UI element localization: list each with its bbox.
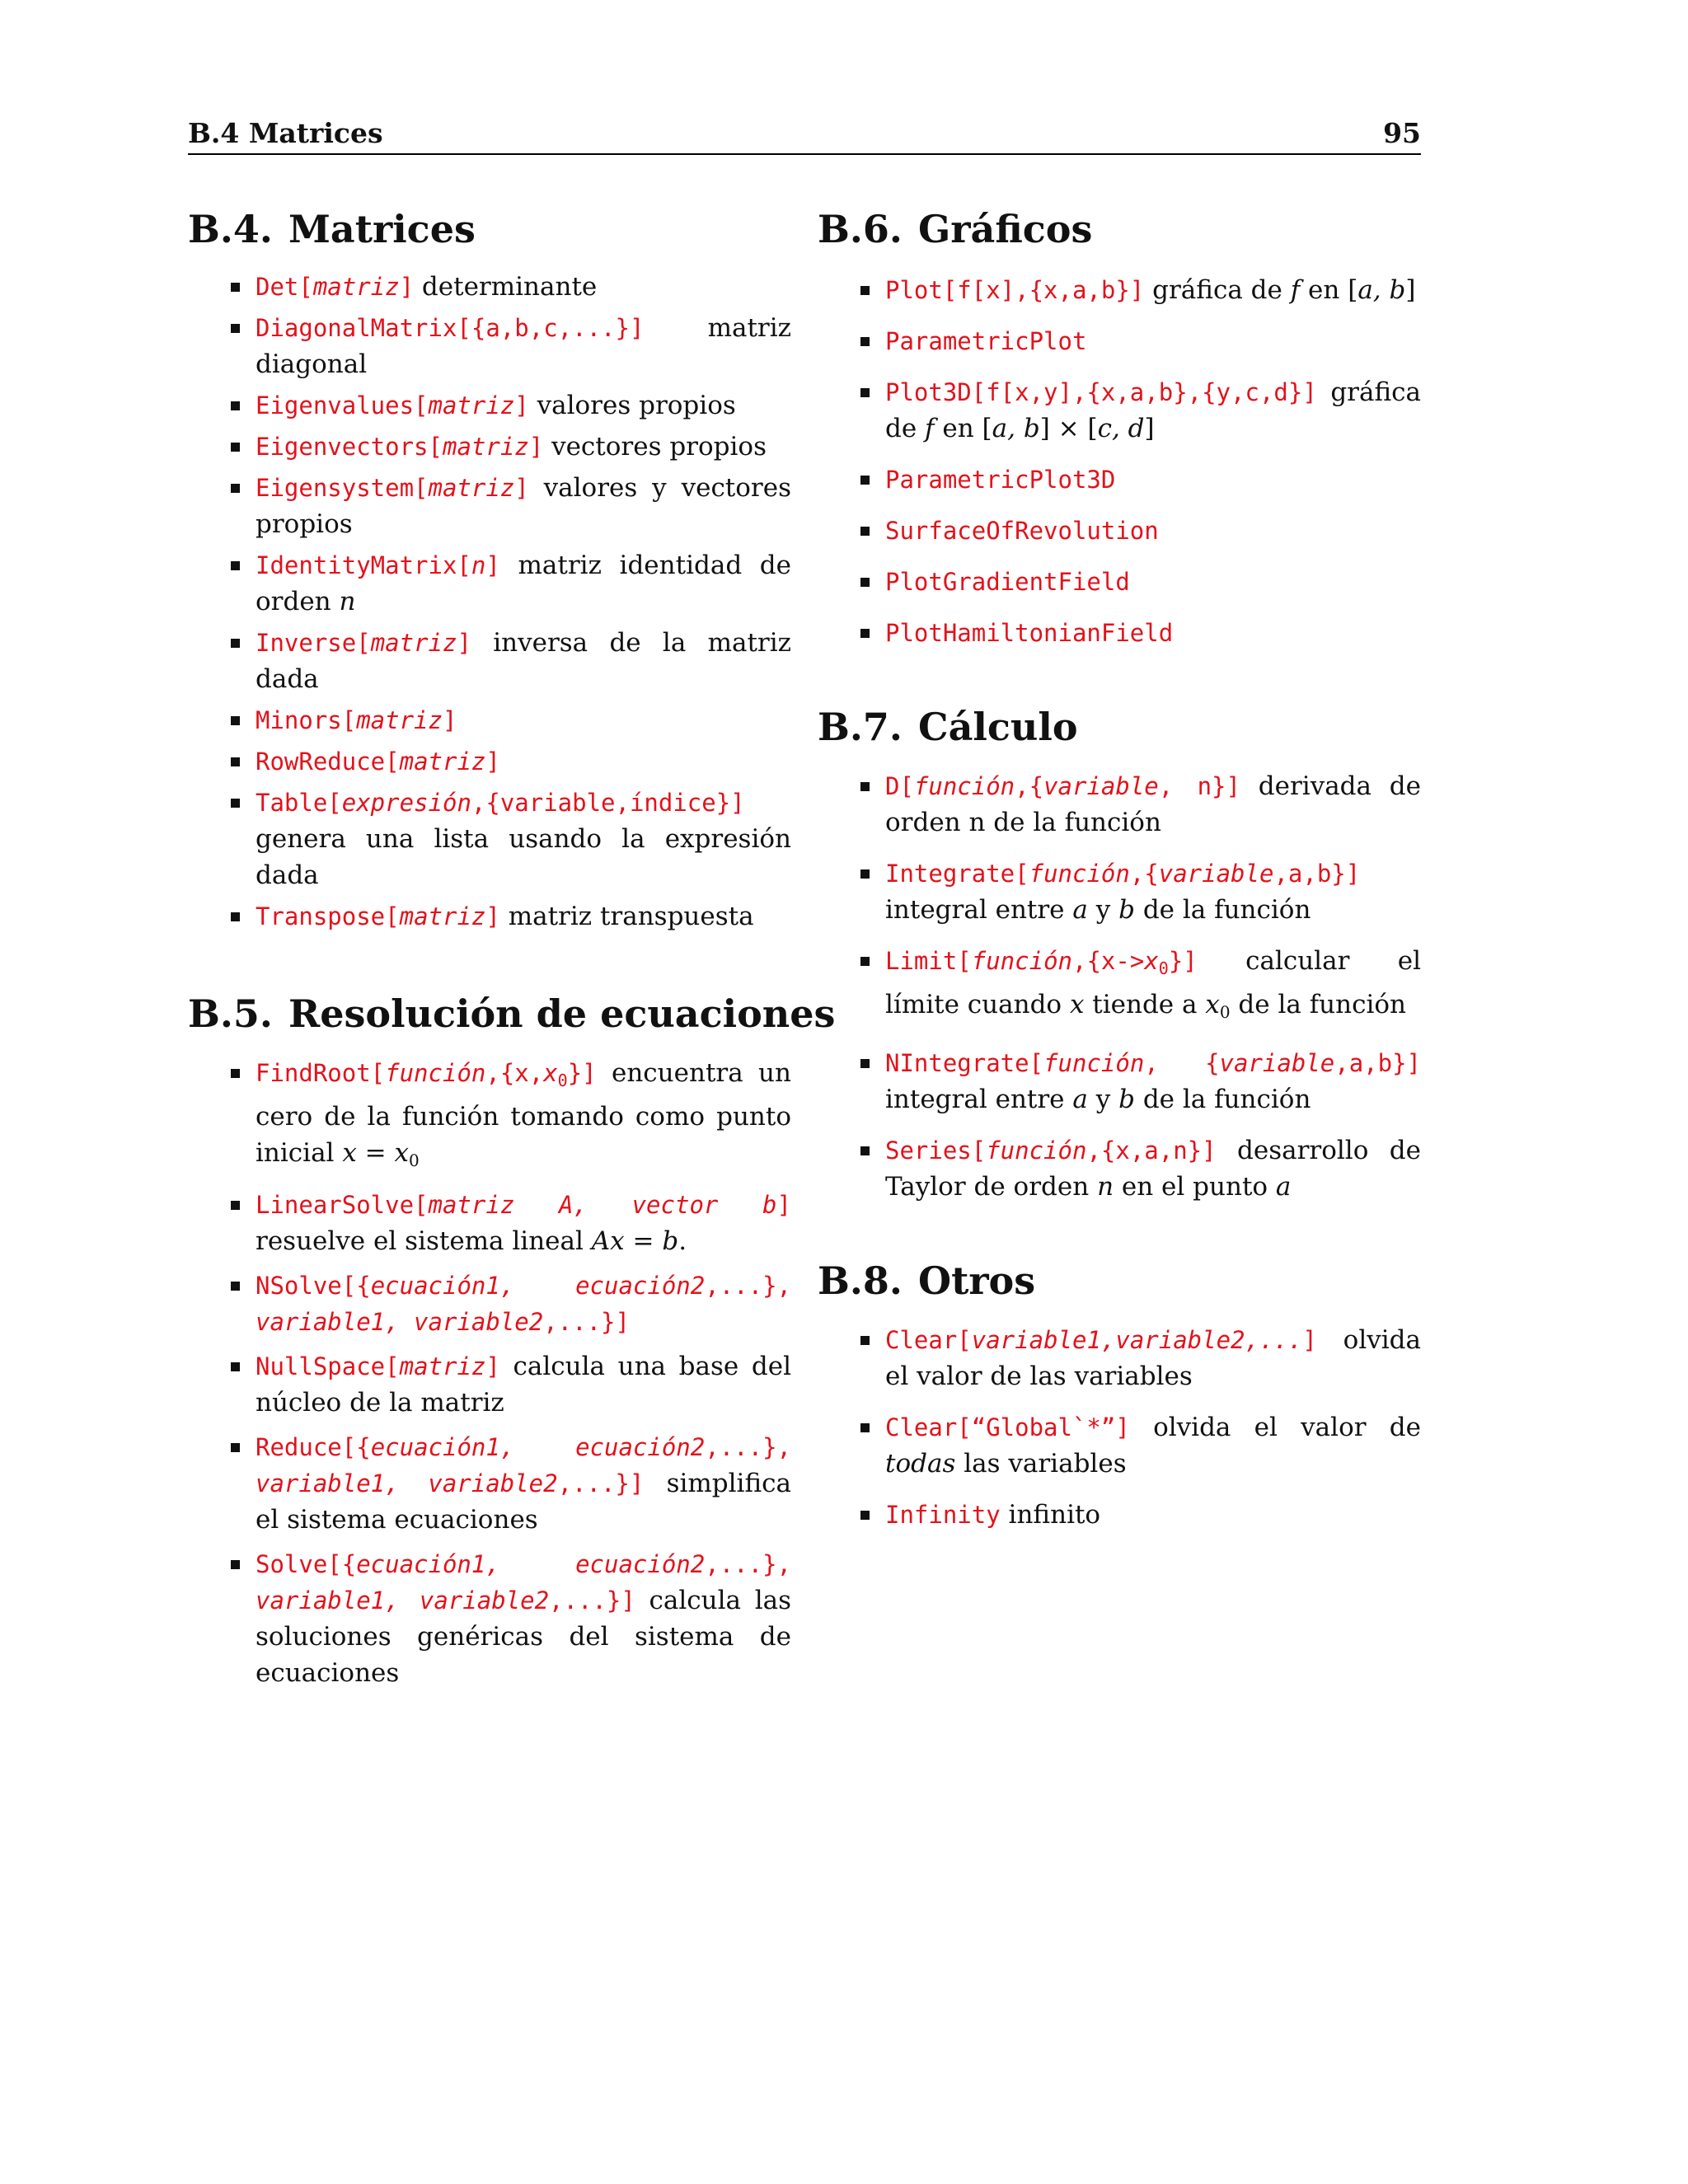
command-code: RowReduce[	[256, 748, 400, 776]
list-item	[818, 272, 1421, 308]
command-code: ]	[457, 629, 471, 657]
running-head	[188, 117, 1421, 155]
item-description: olvida el valor de las variables	[885, 1325, 1421, 1391]
command-code: ,{x,	[485, 1059, 544, 1087]
command-code: Clear[	[885, 1326, 972, 1354]
item-description: inversa de la matriz dada	[256, 628, 791, 694]
section-number: B.8.	[818, 1258, 903, 1303]
section-title: Cálculo	[918, 705, 1078, 749]
math-symbol: f	[1290, 275, 1301, 305]
bullet	[860, 1059, 870, 1068]
command-code: ,a,b}]	[1334, 1049, 1421, 1077]
bullet	[860, 782, 870, 791]
command-code: Transpose[	[256, 902, 400, 930]
command-code: ]	[485, 1352, 500, 1380]
command-code: ]	[776, 1191, 791, 1219]
bullet	[231, 324, 240, 333]
item-description: valores propios	[528, 391, 736, 420]
list-item	[188, 470, 791, 542]
command-code: ,...}]	[543, 1308, 630, 1336]
list-item	[188, 429, 791, 465]
section-title: Otros	[918, 1258, 1036, 1303]
command-argument: función	[385, 1059, 486, 1087]
item-description: de la función	[1134, 895, 1311, 925]
command-code: NIntegrate[	[885, 1049, 1044, 1077]
list-item	[818, 1322, 1421, 1394]
command-code: Limit[	[885, 947, 972, 975]
list-item	[188, 1187, 791, 1259]
item-description: genera una lista usando la expresión dada	[256, 824, 791, 890]
bullet	[231, 401, 240, 410]
bullet	[860, 1423, 870, 1432]
bullet	[231, 1443, 240, 1452]
command-argument: matriz A, vector b	[428, 1191, 777, 1219]
command-code: ,...}]	[557, 1469, 645, 1497]
command-code: Inverse[	[256, 629, 371, 657]
item-description: ]	[1144, 414, 1155, 443]
section-number: B.6.	[818, 207, 903, 251]
item-description: ]	[1405, 275, 1416, 305]
command-code: }]	[1168, 947, 1198, 975]
item-description: ] × [	[1039, 414, 1098, 443]
list-item	[188, 898, 791, 935]
command-argument: expresión	[341, 789, 471, 817]
command-argument: función	[1029, 860, 1130, 888]
bullet	[231, 1560, 240, 1569]
command-code: , n}]	[1158, 772, 1240, 800]
item-description: simplifica el sistema ecuaciones	[256, 1469, 791, 1535]
running-head-title: B.4 Matrices	[188, 117, 383, 149]
math-symbol: b	[1118, 895, 1135, 925]
command-code: ,{	[1015, 772, 1044, 800]
bullet	[231, 283, 240, 292]
command-code: Eigensystem[	[256, 474, 429, 502]
command-code: ]	[485, 748, 500, 776]
item-description: derivada de orden n de la función	[885, 771, 1421, 837]
command-code: , {	[1144, 1049, 1220, 1077]
graficos-list	[818, 272, 1421, 651]
bullet	[231, 757, 240, 766]
list-item	[188, 1268, 791, 1340]
command-code: Eigenvectors[	[256, 433, 443, 461]
command-argument: ecuación1, ecuación2	[370, 1433, 706, 1461]
command-argument: variable	[1158, 860, 1274, 888]
bullet	[860, 476, 870, 485]
command-code: ]	[485, 551, 500, 579]
section-number: B.4.	[188, 207, 273, 251]
command-code: FindRoot[	[256, 1059, 386, 1087]
item-description: calcula las soluciones genéricas del sistema de ecuaciones	[256, 1586, 791, 1688]
item-description: tiende a	[1084, 990, 1206, 1019]
list-item	[818, 564, 1421, 600]
math-symbol: x	[1069, 990, 1085, 1019]
command-code: ,{	[1129, 860, 1159, 888]
command-code: DiagonalMatrix[{a,b,c,...}]	[256, 314, 645, 342]
bullet	[860, 578, 870, 587]
command-code: IdentityMatrix[	[256, 551, 471, 579]
matrices-list	[188, 269, 791, 935]
list-item	[188, 547, 791, 620]
math-symbol: n	[339, 587, 356, 616]
item-description: encuentra un cero de la función tomando como punto inicial	[256, 1058, 791, 1168]
item-description: las variables	[955, 1449, 1127, 1479]
bullet	[860, 1336, 870, 1345]
command-code: ,...},	[705, 1433, 791, 1461]
section-number: B.5.	[188, 991, 273, 1036]
item-description: y	[1087, 895, 1119, 925]
command-code: Minors[	[256, 706, 357, 734]
list-item	[818, 323, 1421, 359]
math-symbol: b	[1118, 1085, 1135, 1114]
math-symbol: a	[1072, 1085, 1088, 1114]
item-description: en [	[1300, 275, 1358, 305]
list-item	[188, 625, 791, 697]
item-description: calcular el límite cuando	[885, 946, 1421, 1019]
item-description: calcula una base del núcleo de la matriz	[256, 1352, 791, 1418]
command-code: ParametricPlot3D	[885, 466, 1116, 494]
item-description: matriz diagonal	[256, 313, 791, 379]
list-item	[188, 387, 791, 424]
command-code: SurfaceOfRevolution	[885, 517, 1159, 545]
list-item	[818, 513, 1421, 549]
item-description: de la función	[1134, 1085, 1311, 1114]
command-code: ]	[514, 391, 529, 419]
command-argument: matriz	[442, 433, 529, 461]
list-item	[818, 1497, 1421, 1533]
command-argument: ecuación1, ecuación2	[370, 1272, 706, 1300]
command-code: ]	[399, 273, 415, 301]
bullet	[231, 1362, 240, 1371]
command-code: PlotHamiltonianField	[885, 619, 1174, 647]
command-argument: x	[1144, 947, 1159, 975]
section-heading-b5	[188, 989, 836, 1038]
list-item	[188, 743, 791, 780]
item-description: y	[1087, 1085, 1119, 1114]
command-argument: matriz	[428, 391, 515, 419]
list-item	[818, 462, 1421, 498]
command-code: NSolve[{	[256, 1272, 371, 1300]
math-symbol: f	[925, 414, 935, 443]
list-item	[818, 768, 1421, 841]
command-argument: variable1, variable2	[256, 1469, 558, 1497]
command-code: Clear[“Global`*”]	[885, 1413, 1130, 1441]
list-item	[818, 1132, 1421, 1205]
command-code: Det[	[256, 273, 313, 301]
item-description: vectores propios	[543, 432, 767, 462]
command-code: }]	[567, 1059, 597, 1087]
command-argument: variable1, variable2	[256, 1308, 544, 1336]
list-item	[188, 310, 791, 382]
bullet	[231, 1282, 240, 1291]
item-description: matriz transpuesta	[499, 902, 754, 931]
calculo-list	[818, 768, 1421, 1205]
command-code: ,...}]	[549, 1586, 635, 1615]
command-argument: n	[471, 551, 486, 579]
bullet	[231, 799, 240, 808]
bullet	[231, 1069, 240, 1078]
bullet	[860, 957, 870, 966]
bullet	[231, 1201, 240, 1210]
math-symbol: a	[1275, 1172, 1292, 1202]
command-code: Infinity	[885, 1501, 1001, 1529]
section-number: B.7.	[818, 705, 903, 749]
section-heading-b7	[818, 702, 1421, 752]
bullet	[860, 1511, 870, 1520]
command-argument: matriz	[399, 748, 486, 776]
list-item	[818, 855, 1421, 928]
command-argument: matriz	[399, 1352, 486, 1380]
bullet	[860, 869, 870, 879]
math-symbol: a	[1072, 895, 1088, 925]
command-code: D[	[885, 772, 914, 800]
command-argument: matriz	[356, 706, 443, 734]
command-code: ]	[485, 902, 500, 930]
list-item	[188, 1429, 791, 1538]
item-description: en el punto	[1114, 1172, 1276, 1202]
command-argument: x	[543, 1059, 558, 1087]
bullet	[860, 337, 870, 346]
list-item	[188, 269, 791, 305]
section-heading-b4	[188, 204, 791, 254]
section-title: Resolución de ecuaciones	[288, 991, 836, 1036]
emphasized-text: todas	[885, 1449, 956, 1479]
item-description: olvida el valor de	[1129, 1413, 1421, 1442]
item-description: valores y vectores propios	[256, 473, 791, 539]
command-code: ]	[528, 433, 544, 461]
command-code: ParametricPlot	[885, 327, 1087, 355]
right-column	[818, 204, 1421, 1548]
list-item	[188, 1546, 791, 1691]
section-title: Matrices	[288, 207, 476, 251]
list-item	[188, 1348, 791, 1421]
otros-list	[818, 1322, 1421, 1533]
command-code: ,...},	[705, 1272, 791, 1300]
bullet	[860, 388, 870, 397]
command-argument: función	[913, 772, 1015, 800]
item-description: integral entre	[885, 1085, 1073, 1114]
math-subscript: 0	[408, 1151, 420, 1170]
item-description: matriz identidad de orden	[256, 551, 791, 616]
list-item	[188, 785, 791, 893]
item-description: .	[678, 1226, 687, 1256]
list-item	[818, 615, 1421, 651]
list-item	[818, 943, 1421, 1030]
command-argument: variable	[1043, 772, 1159, 800]
command-argument: función	[986, 1137, 1087, 1165]
command-code: ,{x,a,n}]	[1086, 1137, 1217, 1165]
item-description: determinante	[414, 272, 598, 302]
command-argument: variable1, variable2	[256, 1586, 550, 1615]
bullet	[231, 716, 240, 725]
bullet	[860, 1146, 870, 1155]
bullet	[231, 443, 240, 452]
item-description: de la función	[1230, 990, 1407, 1019]
command-argument: variable1,variable2,...	[971, 1326, 1303, 1354]
command-code: ]	[514, 474, 529, 502]
math-subscript: 0	[1219, 1002, 1231, 1022]
bullet	[231, 912, 240, 921]
command-argument: matriz	[312, 273, 400, 301]
bullet	[231, 484, 240, 493]
command-code: ,{variable,índice}]	[471, 789, 745, 817]
math-symbol: n	[1097, 1172, 1114, 1202]
command-code: Eigenvalues[	[256, 391, 429, 419]
section-heading-b8	[818, 1256, 1421, 1305]
command-argument: función	[971, 947, 1072, 975]
math-expression: x = x	[342, 1138, 409, 1168]
command-code: Series[	[885, 1137, 987, 1165]
command-code: NullSpace[	[256, 1352, 400, 1380]
ecuaciones-list	[188, 1055, 791, 1691]
command-code: ,...},	[705, 1550, 791, 1578]
command-argument: matriz	[399, 902, 486, 930]
bullet	[231, 639, 240, 648]
command-argument: matriz	[370, 629, 457, 657]
command-code: PlotGradientField	[885, 568, 1130, 596]
bullet	[860, 527, 870, 536]
item-description: gráfica de	[885, 377, 1421, 443]
math-expression: Ax = b	[591, 1226, 679, 1256]
command-code: Plot3D[f[x,y],{x,a,b},{y,c,d}]	[885, 378, 1317, 406]
bullet	[860, 286, 870, 295]
bullet	[860, 629, 870, 638]
list-item	[188, 702, 791, 738]
list-item	[818, 374, 1421, 447]
command-argument: variable	[1219, 1049, 1335, 1077]
command-code: Integrate[	[885, 860, 1029, 888]
section-heading-b6	[818, 204, 1421, 254]
item-description: infinito	[1000, 1500, 1101, 1530]
math-symbol: x	[1205, 990, 1220, 1019]
command-subscript: 0	[557, 1071, 568, 1090]
item-description: integral entre	[885, 895, 1073, 925]
list-item	[818, 1045, 1421, 1118]
command-code: LinearSolve[	[256, 1191, 429, 1219]
page-number: 95	[1383, 117, 1421, 149]
command-code: ]	[442, 706, 457, 734]
command-code: Reduce[{	[256, 1433, 371, 1461]
command-code: Solve[{	[256, 1550, 357, 1578]
command-code: ]	[1302, 1326, 1317, 1354]
list-item	[188, 1055, 791, 1179]
math-symbol: a, b	[992, 414, 1040, 443]
command-code: ,a,b}]	[1273, 860, 1361, 888]
item-description: resuelve el sistema lineal	[256, 1226, 592, 1256]
command-subscript: 0	[1158, 958, 1169, 978]
command-code: ,{x->	[1071, 947, 1145, 975]
list-item	[818, 1409, 1421, 1482]
section-title: Gráficos	[918, 207, 1093, 251]
bullet	[231, 561, 240, 570]
math-symbol: a, b	[1357, 275, 1406, 305]
command-code: Table[	[256, 789, 342, 817]
left-column	[188, 204, 836, 1699]
item-description: gráfica de	[1144, 275, 1291, 305]
command-argument: matriz	[428, 474, 515, 502]
command-code: Plot[f[x],{x,a,b}]	[885, 276, 1145, 304]
command-argument: ecuación1, ecuación2	[356, 1550, 706, 1578]
item-description: desarrollo de Taylor de orden	[885, 1136, 1421, 1202]
command-argument: función	[1043, 1049, 1145, 1077]
item-description: en [	[934, 414, 992, 443]
math-symbol: c, d	[1097, 414, 1145, 443]
